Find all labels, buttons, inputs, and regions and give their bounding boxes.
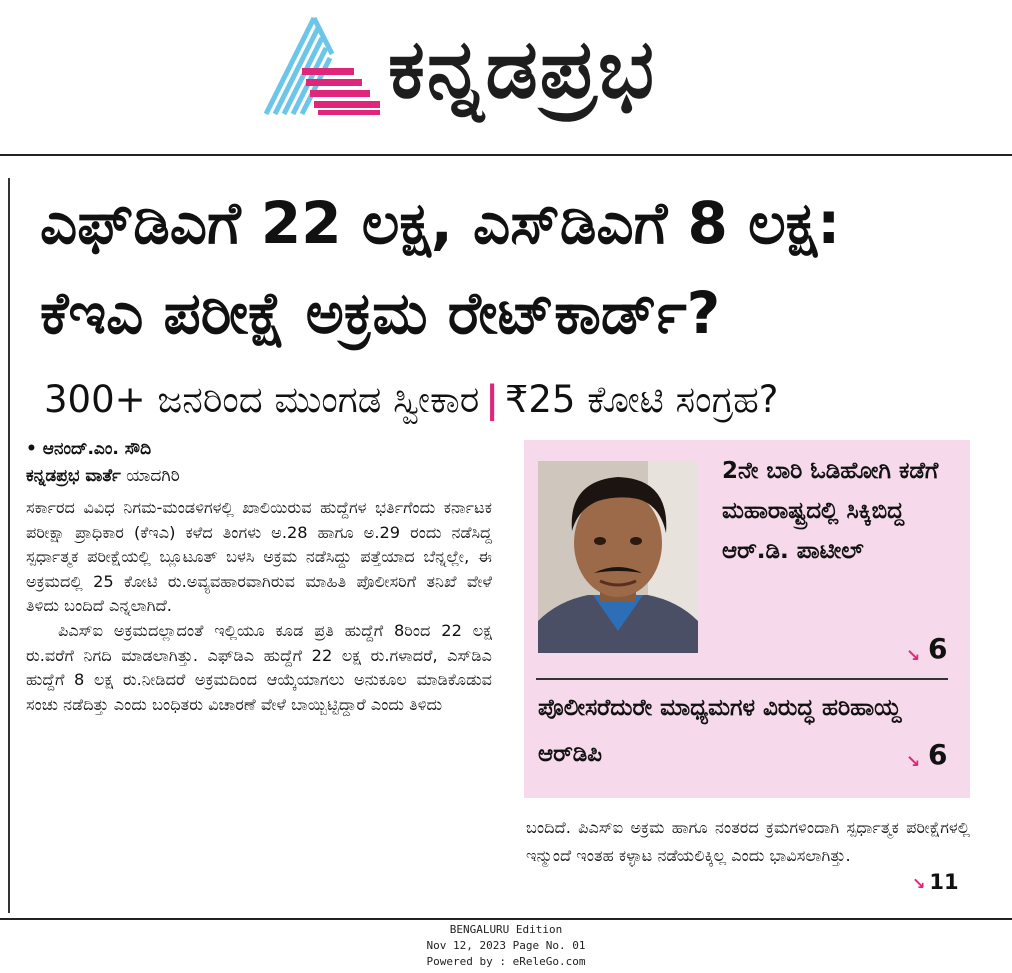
article-body-left: [26, 496, 492, 717]
arrow-icon: ↘: [906, 646, 921, 666]
teaser-2-page-ref: 6: [928, 738, 948, 771]
dateline: [26, 464, 180, 488]
subhead-right: ₹25 ಕೋಟಿ ಸಂಗ್ರಹ?: [504, 378, 779, 421]
article-paragraph: ಸರ್ಕಾರದ ವಿವಿಧ ನಿಗಮ-ಮಂಡಳಿಗಳಲ್ಲಿ ಖಾಲಿಯಿರುವ ಹುದ್ದೆಗಳ ಭರ್ತಿಗೆಂದು ಕರ್ನಾಟಕ ಪರೀಕ್ಷಾ ಪ್ರಾಧಿಕಾರ (ಕೆಇಎ) ಕಳೆದ ತಿಂಗಳು ಅ.28 ಹಾಗೂ ಅ.29 ರಂದು ನಡೆಸಿದ್ದ ಸ್ಪರ್ಧಾತ್ಮಕ ಪರೀಕ್ಷೆಯಲ್ಲಿ ಬ್ಲೂಟೂತ್‌ ಬಳಸಿ ಅಕ್ರಮ ನಡೆಸಿದ್ದು ಪತ್ತೆಯಾದ ಬೆನ್ನಲ್ಲೇ, ಈ ಅಕ್ರಮದಲ್ಲಿ 25 ಕೋಟಿ ರು.ಅವ್ಯವಹಾರವಾಗಿರುವ ಮಾಹಿತಿ ಪೊಲೀಸರಿಗೆ ತನಿಖೆ ವೇಳೆ ತಿಳಿದು ಬಂದಿದೆ ಎನ್ನಲಾಗಿದೆ.: [26, 498, 492, 616]
arrow-icon: ↘: [906, 752, 921, 772]
sidebar-teaser-1: 2ನೇ ಬಾರಿ ಓಡಿಹೋಗಿ ಕಡೆಗೆ ಮಹಾರಾಷ್ಟ್ರದಲ್ಲಿ ಸಿಕ್ಕಿಬಿದ್ದ ಆರ್‌.ಡಿ. ಪಾಟೀಲ್‌: [722, 458, 939, 564]
subheadline: [44, 372, 778, 428]
article-body-right: [526, 814, 970, 870]
masthead: [0, 0, 1012, 155]
kannadaprabha-logo-icon: [262, 12, 384, 118]
arrow-icon: ↘: [912, 874, 926, 893]
article-paragraph: ಬಂದಿದೆ. ಪಿಎಸ್ಐ ಅಕ್ರಮ ಹಾಗೂ ನಂತರದ ಕ್ರಮಗಳಿಂದಾಗಿ ಸ್ಪರ್ಧಾತ್ಮಕ ಪರೀಕ್ಷೆಗಳಲ್ಲಿ ಇನ್ಮುಂದೆ ಇಂತಹ ಕಳ್ಳಾಟ ನಡೆಯಲಿಕ್ಕಿಲ್ಲ ಎಂದು ಭಾವಿಸಲಾಗಿತ್ತು.: [526, 818, 970, 865]
paper-name: ಕನ್ನಡಪ್ರಭ ವಾರ್ತೆ: [26, 466, 121, 486]
footer-divider: [0, 918, 1012, 920]
sidebar-divider: [536, 678, 948, 680]
dateline-location: ಯಾದಗಿರಿ: [126, 466, 180, 486]
sidebar-teaser-2: ಪೊಲೀಸರೆದುರೇ ಮಾಧ್ಯಮಗಳ ವಿರುದ್ಧ ಹರಿಹಾಯ್ದ ಆರ್‌ಡಿಪಿ: [538, 695, 901, 767]
column-rule: [8, 178, 10, 913]
headline-line-2: ಕೆಇಎ ಪರೀಕ್ಷೆ ಅಕ್ರಮ ರೇಟ್‌ಕಾರ್ಡ್‌?: [40, 279, 721, 347]
teaser-1-page-ref: 6: [928, 632, 948, 665]
subhead-left: 300+ ಜನರಿಂದ ಮುಂಗಡ ಸ್ವೀಕಾರ: [44, 378, 480, 421]
footer-powered-by: Powered by : eReleGo.com: [426, 955, 586, 968]
continued-page-number: 11: [929, 870, 959, 894]
byline: • ಆನಂದ್‌.ಎಂ. ಸೌದಿ: [26, 439, 152, 459]
footer-edition: BENGALURU Edition: [449, 923, 563, 936]
portrait-photo: [538, 461, 698, 653]
headline-line-1: ಎಫ್‌ಡಿಎಗೆ 22 ಲಕ್ಷ, ಎಸ್‌ಡಿಎಗೆ 8 ಲಕ್ಷ:: [40, 189, 841, 257]
masthead-divider: [0, 154, 1012, 156]
masthead-title: ಕನ್ನಡಪ್ರಭ: [388, 22, 656, 117]
footer-date-page: Nov 12, 2023 Page No. 01: [426, 939, 586, 952]
article-paragraph: ಪಿಎಸ್ಐ ಅಕ್ರಮದಲ್ಲಾದಂತೆ ಇಲ್ಲಿಯೂ ಕೂಡ ಪ್ರತಿ ಹುದ್ದೆಗೆ 8ರಿಂದ 22 ಲಕ್ಷ ರು.ವರೆಗೆ ನಿಗದಿ ಮಾಡಲಾಗಿತ್ತು. ಎಫ್‌ಡಿಎ ಹುದ್ದೆಗೆ 22 ಲಕ್ಷ ರು.ಗಳಾದರೆ, ಎಸ್‌ಡಿಎ ಹುದ್ದೆಗೆ 8 ಲಕ್ಷ ರು.ನೀಡಿದರೆ ಅಕ್ರಮದಿಂದ ಆಯ್ಕೆಯಾಗಲು ಅನುಕೂಲ ಮಾಡಿಕೊಡುವ ಸಂಚು ನಡೆದಿತ್ತು ಎಂದು ಬಂಧಿತರು ವಿಚಾರಣೆ ವೇಳೆ ಬಾಯ್ಬಿಟ್ಟಿದ್ದಾರೆ ಎಂದು ತಿಳಿದು: [26, 620, 492, 714]
subhead-separator: |: [485, 378, 499, 421]
continued-on-page: [912, 870, 959, 894]
portrait-icon: [538, 461, 698, 653]
